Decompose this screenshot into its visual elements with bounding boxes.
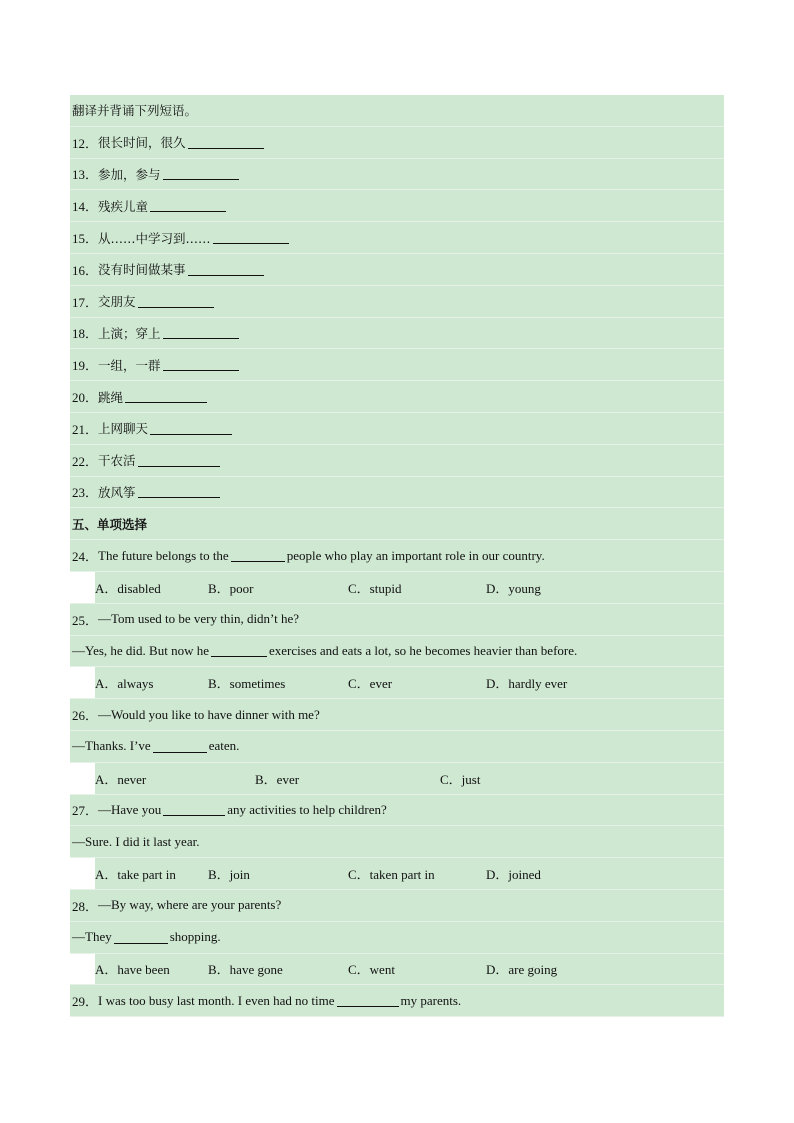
phrase-item-13: 13． 参加，参与 [70, 159, 724, 191]
section-title: 五、单项选择 [70, 508, 724, 540]
option-b[interactable]: B．ever [255, 771, 300, 787]
answer-blank[interactable] [163, 167, 239, 180]
option-d[interactable]: D．are going [486, 962, 558, 978]
question-25-options [70, 667, 724, 699]
option-a[interactable]: A．have been [95, 962, 170, 978]
option-b[interactable]: B．have gone [208, 962, 283, 978]
answer-blank[interactable] [163, 803, 225, 816]
question-27: 27． —Have you any activities to help children? [70, 795, 724, 827]
phrase-item-16: 16． 没有时间做某事 [70, 254, 724, 286]
question-24: 24． The future belongs to the people who play an important role in our country. [70, 540, 724, 572]
question-26: 26． —Would you like to have dinner with me? [70, 699, 724, 731]
option-a[interactable]: A．take part in [95, 867, 176, 883]
option-d[interactable]: D．hardly ever [486, 676, 568, 692]
phrase-item-12: 12． 很长时间，很久 [70, 127, 724, 159]
question-24-options [70, 572, 724, 604]
phrase-item-22: 22． 干农活 [70, 445, 724, 477]
option-b[interactable]: B．sometimes [208, 676, 286, 692]
instructions-text: 翻译并背诵下列短语。 [72, 103, 198, 119]
answer-blank[interactable] [211, 644, 267, 657]
question-27-reply: —Sure. I did it last year. [70, 826, 724, 858]
answer-blank[interactable] [188, 263, 264, 276]
option-a[interactable]: A．never [95, 771, 147, 787]
option-a[interactable]: A．disabled [95, 580, 161, 596]
phrase-item-21: 21． 上网聊天 [70, 413, 724, 445]
option-c[interactable]: C．ever [348, 676, 393, 692]
phrase-item-23: 23． 放风筝 [70, 477, 724, 509]
question-28-reply: —They shopping. [70, 922, 724, 954]
phrase-item-14: 14． 残疾儿童 [70, 190, 724, 222]
phrase-item-15: 15． 从……中学习到…… [70, 222, 724, 254]
question-27-options [70, 858, 724, 890]
question-28-options [70, 954, 724, 986]
question-28: 28． —By way, where are your parents? [70, 890, 724, 922]
answer-blank[interactable] [114, 931, 168, 944]
answer-blank[interactable] [125, 390, 207, 403]
option-c[interactable]: C．went [348, 962, 395, 978]
answer-blank[interactable] [138, 485, 220, 498]
option-d[interactable]: D．joined [486, 867, 541, 883]
phrase-item-18: 18． 上演；穿上 [70, 318, 724, 350]
answer-blank[interactable] [188, 136, 264, 149]
answer-blank[interactable] [231, 549, 285, 562]
question-25: 25． —Tom used to be very thin, didn’t he? [70, 604, 724, 636]
phrase-item-19: 19． 一组，一群 [70, 349, 724, 381]
answer-blank[interactable] [138, 454, 220, 467]
answer-blank[interactable] [163, 358, 239, 371]
question-26-options [70, 763, 724, 795]
answer-blank[interactable] [213, 231, 289, 244]
answer-blank[interactable] [153, 740, 207, 753]
option-a[interactable]: A．always [95, 676, 154, 692]
question-26-reply: —Thanks. I’ve eaten. [70, 731, 724, 763]
instructions [70, 95, 724, 127]
option-b[interactable]: B．poor [208, 580, 254, 596]
answer-blank[interactable] [150, 199, 226, 212]
option-b[interactable]: B．join [208, 867, 250, 883]
question-25-reply: —Yes, he did. But now he exercises and eats a lot, so he becomes heavier than before. [70, 636, 724, 668]
phrase-item-17: 17． 交朋友 [70, 286, 724, 318]
option-c[interactable]: C．just [440, 771, 481, 787]
answer-blank[interactable] [337, 994, 399, 1007]
answer-blank[interactable] [138, 295, 214, 308]
option-d[interactable]: D．young [486, 580, 541, 596]
question-29: 29． I was too busy last month. I even had no time my parents. [70, 985, 724, 1017]
answer-blank[interactable] [163, 326, 239, 339]
worksheet [70, 95, 724, 1017]
answer-blank[interactable] [150, 422, 232, 435]
option-c[interactable]: C．taken part in [348, 867, 435, 883]
option-c[interactable]: C．stupid [348, 580, 402, 596]
phrase-item-20: 20． 跳绳 [70, 381, 724, 413]
